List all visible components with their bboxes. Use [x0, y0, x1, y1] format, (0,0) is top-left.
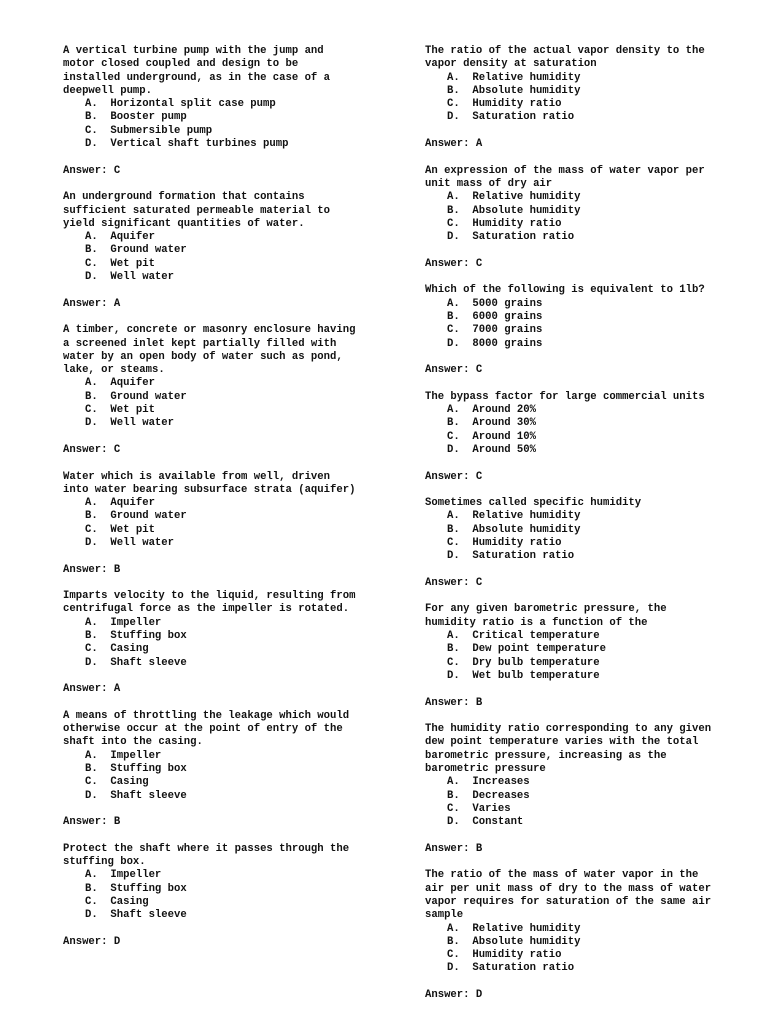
- question-block: [63, 590, 393, 696]
- question-block: [425, 723, 755, 856]
- question-text: A means of throttling the leakage which would otherwise occur at the point of entry of the shaft into the casing.: [63, 709, 350, 749]
- choice-list: [425, 404, 755, 457]
- choice-a: A. Aquifer: [85, 377, 155, 390]
- choice-a: A. Impeller: [85, 616, 162, 629]
- left-column: [63, 45, 393, 949]
- choice-d: D. Saturation ratio: [447, 550, 575, 563]
- answer-line: Answer: D: [63, 935, 121, 948]
- choice-list: [425, 510, 755, 563]
- choice-list: [425, 776, 755, 829]
- question-text: A timber, concrete or masonry enclosure having a screened inlet kept partially filled with water by an open body of water such as pond, lake, or steams.: [63, 324, 356, 377]
- choice-b: B. Absolute humidity: [447, 204, 581, 217]
- choice-d: D. Saturation ratio: [447, 962, 575, 975]
- answer-line: Answer: B: [63, 563, 121, 576]
- choice-d: D. Well water: [85, 271, 175, 284]
- choice-c: C. Around 10%: [447, 430, 537, 443]
- choice-d: D. Shaft sleeve: [85, 789, 187, 802]
- choice-b: B. Stuffing box: [85, 763, 187, 776]
- choice-d: D. Constant: [447, 816, 524, 829]
- answer-line: Answer: B: [63, 816, 121, 829]
- choice-list: [63, 377, 393, 430]
- answer-line: Answer: A: [63, 297, 121, 310]
- question-block: [425, 284, 755, 377]
- question-block: [425, 165, 755, 271]
- choice-b: B. Booster pump: [85, 111, 187, 124]
- choice-list: [63, 869, 393, 922]
- question-text: Protect the shaft where it passes through the stuffing box.: [63, 842, 350, 869]
- question-block: [63, 471, 393, 577]
- right-column: [425, 45, 755, 1002]
- answer-line: Answer: C: [63, 443, 121, 456]
- choice-c: C. Dry bulb temperature: [447, 656, 600, 669]
- question-text: An expression of the mass of water vapor per unit mass of dry air: [425, 164, 705, 190]
- choice-c: C. Wet pit: [85, 523, 155, 536]
- choice-a: A. Impeller: [85, 869, 162, 882]
- question-text: The ratio of the mass of water vapor in the air per unit mass of dry to the mass of water vapor requires for saturation of the same air sample: [425, 869, 712, 922]
- question-block: [425, 391, 755, 484]
- choice-list: [63, 98, 393, 151]
- question-block: [63, 843, 393, 949]
- answer-line: Answer: C: [425, 364, 483, 377]
- choice-b: B. Ground water: [85, 510, 187, 523]
- choice-list: [425, 630, 755, 683]
- choice-b: B. Absolute humidity: [447, 935, 581, 948]
- choice-c: C. Humidity ratio: [447, 949, 562, 962]
- choice-a: A. Relative humidity: [447, 510, 581, 523]
- answer-line: Answer: C: [425, 470, 483, 483]
- answer-line: Answer: C: [63, 164, 121, 177]
- choice-d: D. 8000 grains: [447, 337, 543, 350]
- choice-d: D. Wet bulb temperature: [447, 669, 600, 682]
- question-block: [425, 45, 755, 151]
- question-text: The ratio of the actual vapor density to the vapor density at saturation: [425, 45, 705, 71]
- choice-a: A. Aquifer: [85, 497, 155, 510]
- choice-d: D. Shaft sleeve: [85, 909, 187, 922]
- choice-list: [63, 750, 393, 803]
- choice-d: D. Well water: [85, 536, 175, 549]
- choice-list: [425, 923, 755, 976]
- choice-a: A. Relative humidity: [447, 71, 581, 84]
- choice-list: [425, 298, 755, 351]
- choice-b: B. Ground water: [85, 390, 187, 403]
- choice-c: C. Casing: [85, 776, 149, 789]
- choice-d: D. Shaft sleeve: [85, 656, 187, 669]
- choice-list: [425, 191, 755, 244]
- question-text: Which of the following is equivalent to 1lb?: [425, 284, 705, 297]
- question-block: [425, 497, 755, 590]
- choice-a: A. Impeller: [85, 749, 162, 762]
- choice-b: B. Stuffing box: [85, 630, 187, 643]
- choice-list: [63, 617, 393, 670]
- choice-b: B. 6000 grains: [447, 310, 543, 323]
- answer-line: Answer: B: [425, 842, 483, 855]
- question-block: [63, 191, 393, 311]
- choice-c: C. Wet pit: [85, 257, 155, 270]
- choice-a: A. Relative humidity: [447, 191, 581, 204]
- choice-a: A. Relative humidity: [447, 922, 581, 935]
- choice-c: C. Casing: [85, 643, 149, 656]
- question-block: [63, 45, 393, 178]
- answer-line: Answer: B: [425, 696, 483, 709]
- choice-d: D. Vertical shaft turbines pump: [85, 138, 289, 151]
- choice-c: C. Submersible pump: [85, 124, 213, 137]
- question-text: The humidity ratio corresponding to any given dew point temperature varies with the total barometric pressure, increasing as the barometric pressure: [425, 723, 712, 776]
- answer-line: Answer: A: [425, 138, 483, 151]
- choice-c: C. Humidity ratio: [447, 98, 562, 111]
- choice-c: C. Casing: [85, 896, 149, 908]
- choice-b: B. Ground water: [85, 244, 187, 257]
- choice-b: B. Absolute humidity: [447, 84, 581, 97]
- choice-a: A. Around 20%: [447, 404, 537, 417]
- choice-c: C. Wet pit: [85, 404, 155, 417]
- choice-list: [63, 231, 393, 284]
- question-text: The bypass factor for large commercial units: [425, 390, 705, 403]
- choice-d: D. Saturation ratio: [447, 111, 575, 124]
- question-text: A vertical turbine pump with the jump and motor closed coupled and design to be installed underground, as in the case of a deepwell pump.: [63, 45, 331, 97]
- choice-a: A. Aquifer: [85, 231, 155, 244]
- choice-list: [425, 72, 755, 125]
- answer-line: Answer: C: [425, 257, 483, 270]
- choice-c: C. Humidity ratio: [447, 217, 562, 230]
- answer-line: Answer: D: [425, 989, 483, 1002]
- choice-c: C. 7000 grains: [447, 324, 543, 337]
- choice-c: C. Humidity ratio: [447, 536, 562, 549]
- choice-a: A. Increases: [447, 776, 530, 789]
- question-block: [425, 603, 755, 709]
- choice-a: A. 5000 grains: [447, 297, 543, 310]
- answer-line: Answer: A: [63, 683, 121, 696]
- question-block: [63, 324, 393, 457]
- question-text: Sometimes called specific humidity: [425, 497, 642, 510]
- question-text: For any given barometric pressure, the humidity ratio is a function of the: [425, 603, 667, 629]
- question-text: Water which is available from well, driven into water bearing subsurface strata (aquifer): [63, 470, 356, 496]
- question-text: An underground formation that contains sufficient saturated permeable material to yield significant quantities of water.: [63, 191, 331, 230]
- choice-d: D. Well water: [85, 417, 175, 430]
- choice-b: B. Decreases: [447, 789, 530, 802]
- choice-list: [63, 497, 393, 550]
- choice-b: B. Absolute humidity: [447, 523, 581, 536]
- choice-d: D. Around 50%: [447, 443, 537, 456]
- question-block: [425, 869, 755, 1002]
- choice-a: A. Critical temperature: [447, 630, 600, 643]
- answer-line: Answer: C: [425, 576, 483, 589]
- choice-b: B. Dew point temperature: [447, 643, 606, 656]
- choice-c: C. Varies: [447, 802, 511, 815]
- question-block: [63, 710, 393, 830]
- choice-a: A. Horizontal split case pump: [85, 98, 276, 111]
- choice-d: D. Saturation ratio: [447, 231, 575, 244]
- choice-b: B. Stuffing box: [85, 882, 187, 895]
- choice-b: B. Around 30%: [447, 417, 537, 430]
- question-text: Imparts velocity to the liquid, resulting from centrifugal force as the impeller is rotated.: [63, 590, 356, 616]
